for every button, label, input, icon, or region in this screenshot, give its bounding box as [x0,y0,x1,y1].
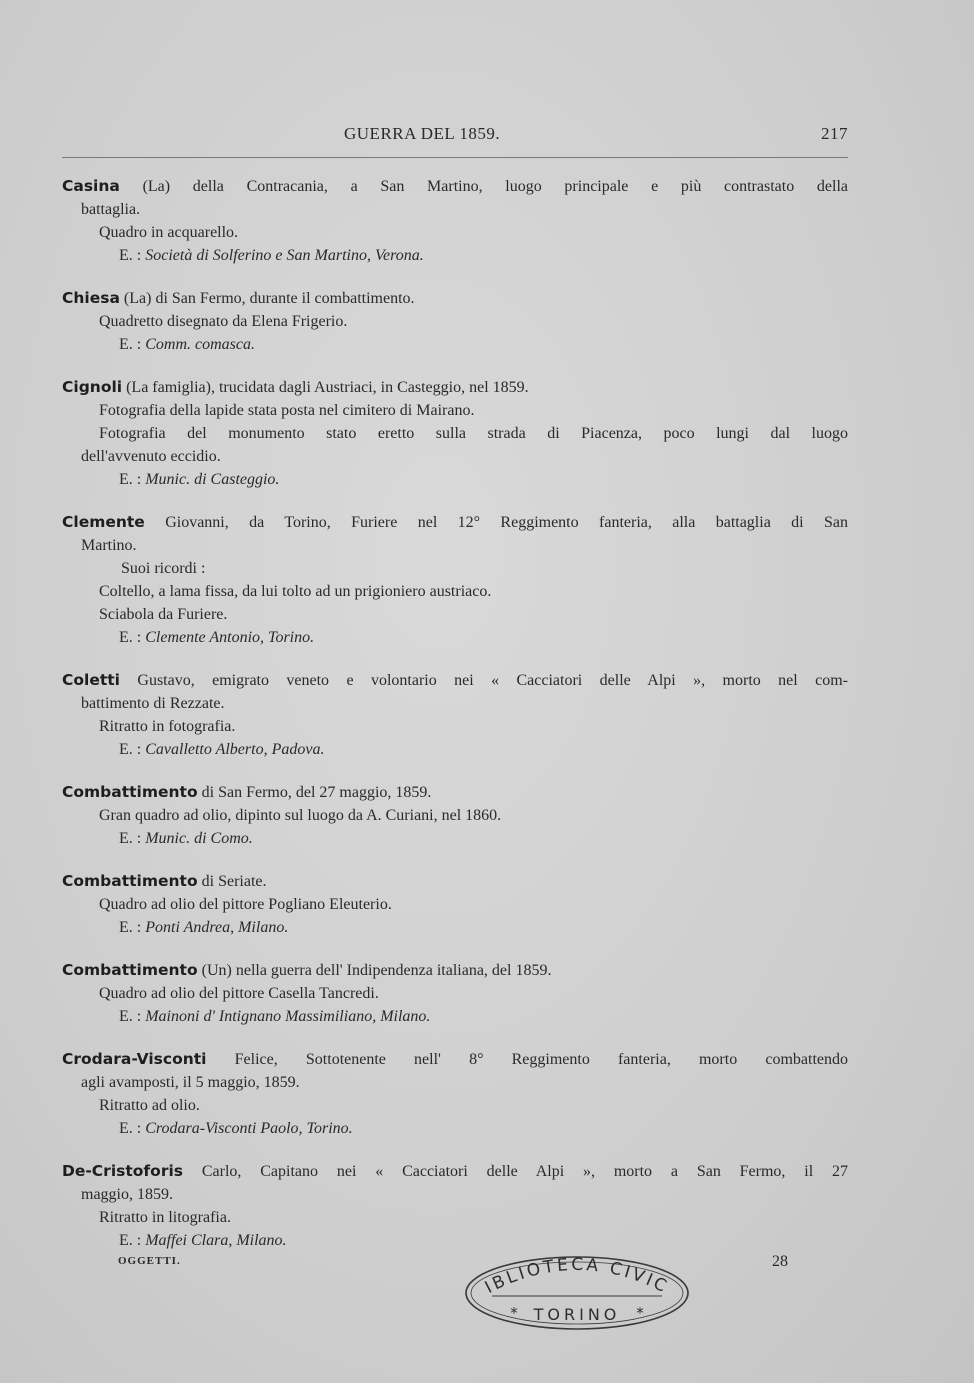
entry-first-line [62,287,848,310]
entry-crodara-visconti [62,1048,848,1140]
entry-first-line [62,511,848,534]
entry-name: Combattimento [62,872,198,890]
entry-text: Giovanni, da Torino, Furiere nel 12° Reggimento fanteria, alla battaglia di San [144,514,848,531]
entry-source [62,244,848,267]
entry-description: Gran quadro ad olio, dipinto sul luogo da A. Curiani, nel 1860. [99,807,502,824]
entry-name: De-Cristoforis [62,1162,184,1180]
entry-description: Quadro ad olio del pittore Casella Tancredi. [99,985,379,1002]
entry-text: (La famiglia), trucidata dagli Austriaci, in Casteggio, nel 1859. [122,379,529,396]
entry-text: (Un) nella guerra dell' Indipendenza italiana, del 1859. [197,962,552,979]
source-name: Munic. di Casteggio. [145,471,280,488]
entry-description: Ritratto in fotografia. [99,718,236,735]
entry-name: Combattimento [62,961,198,979]
entry-text: di Seriate. [197,873,267,890]
entry-first-line [62,175,848,198]
signature-mark: OGGETTI. [118,1255,181,1267]
entry-first-line [62,669,848,692]
entry-first-line [62,1048,848,1071]
library-stamp [462,1252,692,1334]
entry-de-cristoforis [62,1160,848,1252]
entry-description: Coltello, a lama fissa, da lui tolto ad un prigioniero austriaco. [99,583,492,600]
source-label: E. : [119,830,142,847]
entry-description: Ritratto in litografia. [99,1209,231,1226]
source-name: Comm. comasca. [145,336,255,353]
stamp-star-right: * [636,1304,644,1322]
source-name: Crodara-Visconti Paolo, Torino. [145,1120,353,1137]
entry-combattimento-un [62,959,848,1028]
entry-coletti [62,669,848,761]
source-name: Munic. di Como. [145,830,253,847]
entry-continuation: battimento di Rezzate. [81,695,225,712]
entry-combattimento-san-fermo [62,781,848,850]
header-rule [62,157,848,158]
running-title: GUERRA DEL 1859. [344,124,501,143]
entry-casina [62,175,848,267]
source-label: E. : [119,629,142,646]
entry-description: Quadro ad olio del pittore Pogliano Eleuterio. [99,896,392,913]
stamp-star-left: * [510,1304,518,1322]
source-label: E. : [119,1232,142,1249]
entry-source [62,626,848,649]
source-label: E. : [119,919,142,936]
entry-source [62,916,848,939]
entry-source [62,468,848,491]
entry-text: Gustavo, emigrato veneto e volontario nei « Cacciatori delle Alpi », morto nel com- [119,672,848,689]
entry-subheading: Suoi ricordi : [121,560,206,577]
entry-description: Fotografia della lapide stata posta nel cimitero di Mairano. [99,402,475,419]
entry-source [62,827,848,850]
entry-list [62,175,848,1272]
entry-description: Sciabola da Furiere. [99,606,228,623]
gathering-number: 28 [772,1253,788,1270]
source-label: E. : [119,247,142,264]
page-number: 217 [821,124,848,143]
entry-chiesa [62,287,848,356]
entry-text: (La) di San Fermo, durante il combattimento. [119,290,415,307]
source-name: Mainoni d' Intignano Massimiliano, Milano. [145,1008,431,1025]
entry-source [62,1005,848,1028]
entry-clemente [62,511,848,649]
source-name: Cavalletto Alberto, Padova. [145,741,325,758]
entry-first-line [62,376,848,399]
entry-source [62,1117,848,1140]
entry-first-line [62,781,848,804]
entry-name: Clemente [62,513,145,531]
source-label: E. : [119,1008,142,1025]
entry-continuation: agli avamposti, il 5 maggio, 1859. [81,1074,300,1091]
entry-continuation: maggio, 1859. [81,1186,173,1203]
entry-continuation: Martino. [81,537,137,554]
source-name: Ponti Andrea, Milano. [145,919,289,936]
entry-name: Cignoli [62,378,123,396]
source-label: E. : [119,336,142,353]
source-name: Maffei Clara, Milano. [145,1232,287,1249]
svg-text:BIBLIOTECA CIVICA [462,1252,672,1298]
source-label: E. : [119,741,142,758]
entry-name: Crodara-Visconti [62,1050,207,1068]
entry-first-line [62,870,848,893]
entry-continuation: battaglia. [81,201,141,218]
source-label: E. : [119,471,142,488]
entry-name: Casina [62,177,120,195]
entry-text: (La) della Contracania, a San Martino, luogo principale e più contrastato della [119,178,848,195]
entry-description: Quadretto disegnato da Elena Frigerio. [99,313,348,330]
entry-combattimento-seriate [62,870,848,939]
stamp-bottom-text: TORINO [533,1305,621,1324]
entry-name: Chiesa [62,289,120,307]
stamp-top-text: IBLIOTECA CIVIC [481,1254,673,1298]
entry-text: Carlo, Capitano nei « Cacciatori delle Alpi », morto a San Fermo, il 27 [183,1163,848,1180]
entry-source [62,333,848,356]
entry-description: Ritratto ad olio. [99,1097,200,1114]
entry-name: Combattimento [62,783,198,801]
entry-source [62,1229,848,1252]
source-name: Società di Solferino e San Martino, Verona. [145,247,424,264]
entry-text: di San Fermo, del 27 maggio, 1859. [197,784,432,801]
entry-first-line [62,959,848,982]
source-label: E. : [119,1120,142,1137]
entry-description: Fotografia del monumento stato eretto sulla strada di Piacenza, poco lungi dal luogo [99,425,848,442]
source-name: Clemente Antonio, Torino. [145,629,315,646]
entry-continuation: dell'avvenuto eccidio. [81,448,221,465]
running-header [62,124,848,148]
entry-cignoli [62,376,848,491]
entry-name: Coletti [62,671,120,689]
entry-text: Felice, Sottotenente nell' 8° Reggimento fanteria, morto combattendo [206,1051,848,1068]
library-stamp-graphic [462,1252,692,1334]
entry-first-line [62,1160,848,1183]
entry-description: Quadro in acquarello. [99,224,239,241]
entry-source [62,738,848,761]
